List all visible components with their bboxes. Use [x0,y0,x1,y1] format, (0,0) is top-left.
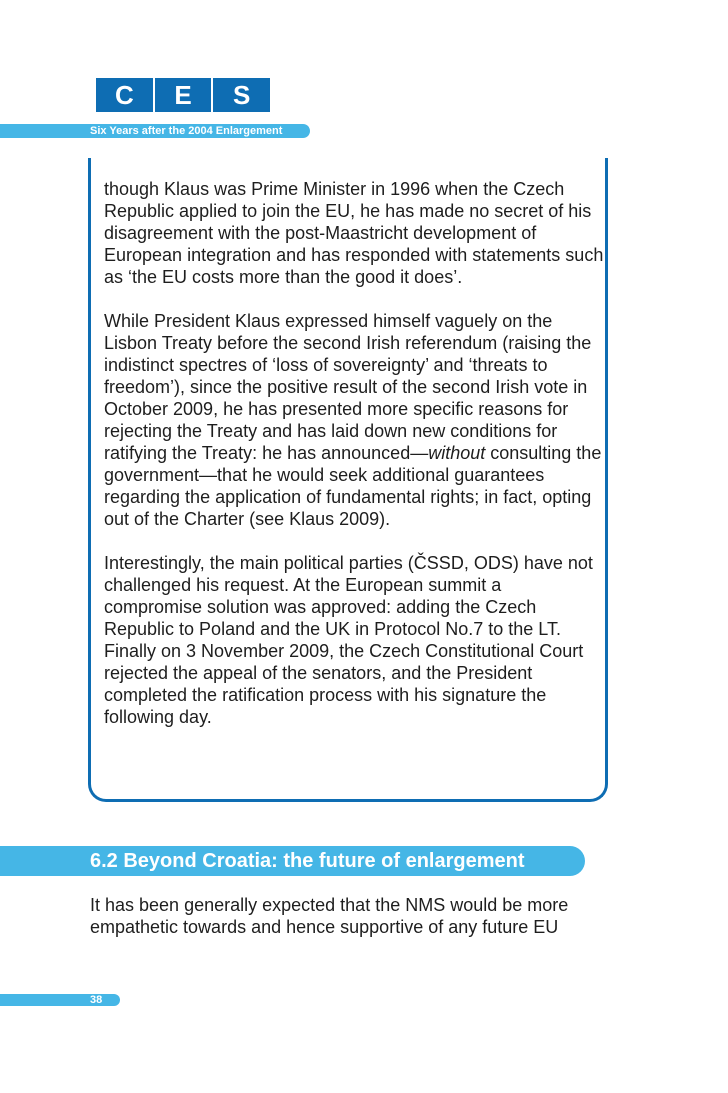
emphasis-without: without [428,443,486,463]
logo-letter-c: C [96,78,153,112]
box-paragraph-2-end: consulting the government—that he would seek additional guarantees regarding the application of fundamental rights; in fact, opting out of the Charter (see Klaus 2009). [104,443,602,529]
logo-letter-s: S [211,78,270,112]
running-header: Six Years after the 2004 Enlargement [90,125,283,137]
box-paragraph-2 [104,310,604,530]
box-paragraph-3: Interestingly, the main political parties (ČSSD, ODS) have not challenged his request. At the European summit a compromise solution was approved: adding the Czech Republic to Poland and the UK in Protocol No.7 to the LT. Finally on 3 November 2009, the Czech Constitutional Court rejected the appeal of the senators, and the President completed the ratification process with his signature the following day. [104,553,593,727]
body-paragraph: It has been generally expected that the NMS would be more empathetic towards and hence supportive of any future EU [90,895,569,937]
logo-letter-e: E [153,78,212,112]
section-heading: 6.2 Beyond Croatia: the future of enlargement [90,850,525,872]
box-paragraph-1: though Klaus was Prime Minister in 1996 when the Czech Republic applied to join the EU, he has made no secret of his disagreement with the post-Maastricht development of European integration and has responded with statements such as ‘the EU costs more than the good it does’. [104,179,604,287]
text-box [104,178,604,728]
ces-logo [96,78,270,112]
page-number: 38 [90,994,103,1006]
box-paragraph-2-start: While President Klaus expressed himself vaguely on the Lisbon Treaty before the second Irish referendum (raising the indistinct spectres of ‘loss of sovereignty’ and ‘threats to freedom’), since the positive result of the second Irish vote in October 2009, he has presented more specific reasons for rejecting the Treaty and has laid down new conditions for ratifying the Treaty: he has announced— [104,311,592,463]
